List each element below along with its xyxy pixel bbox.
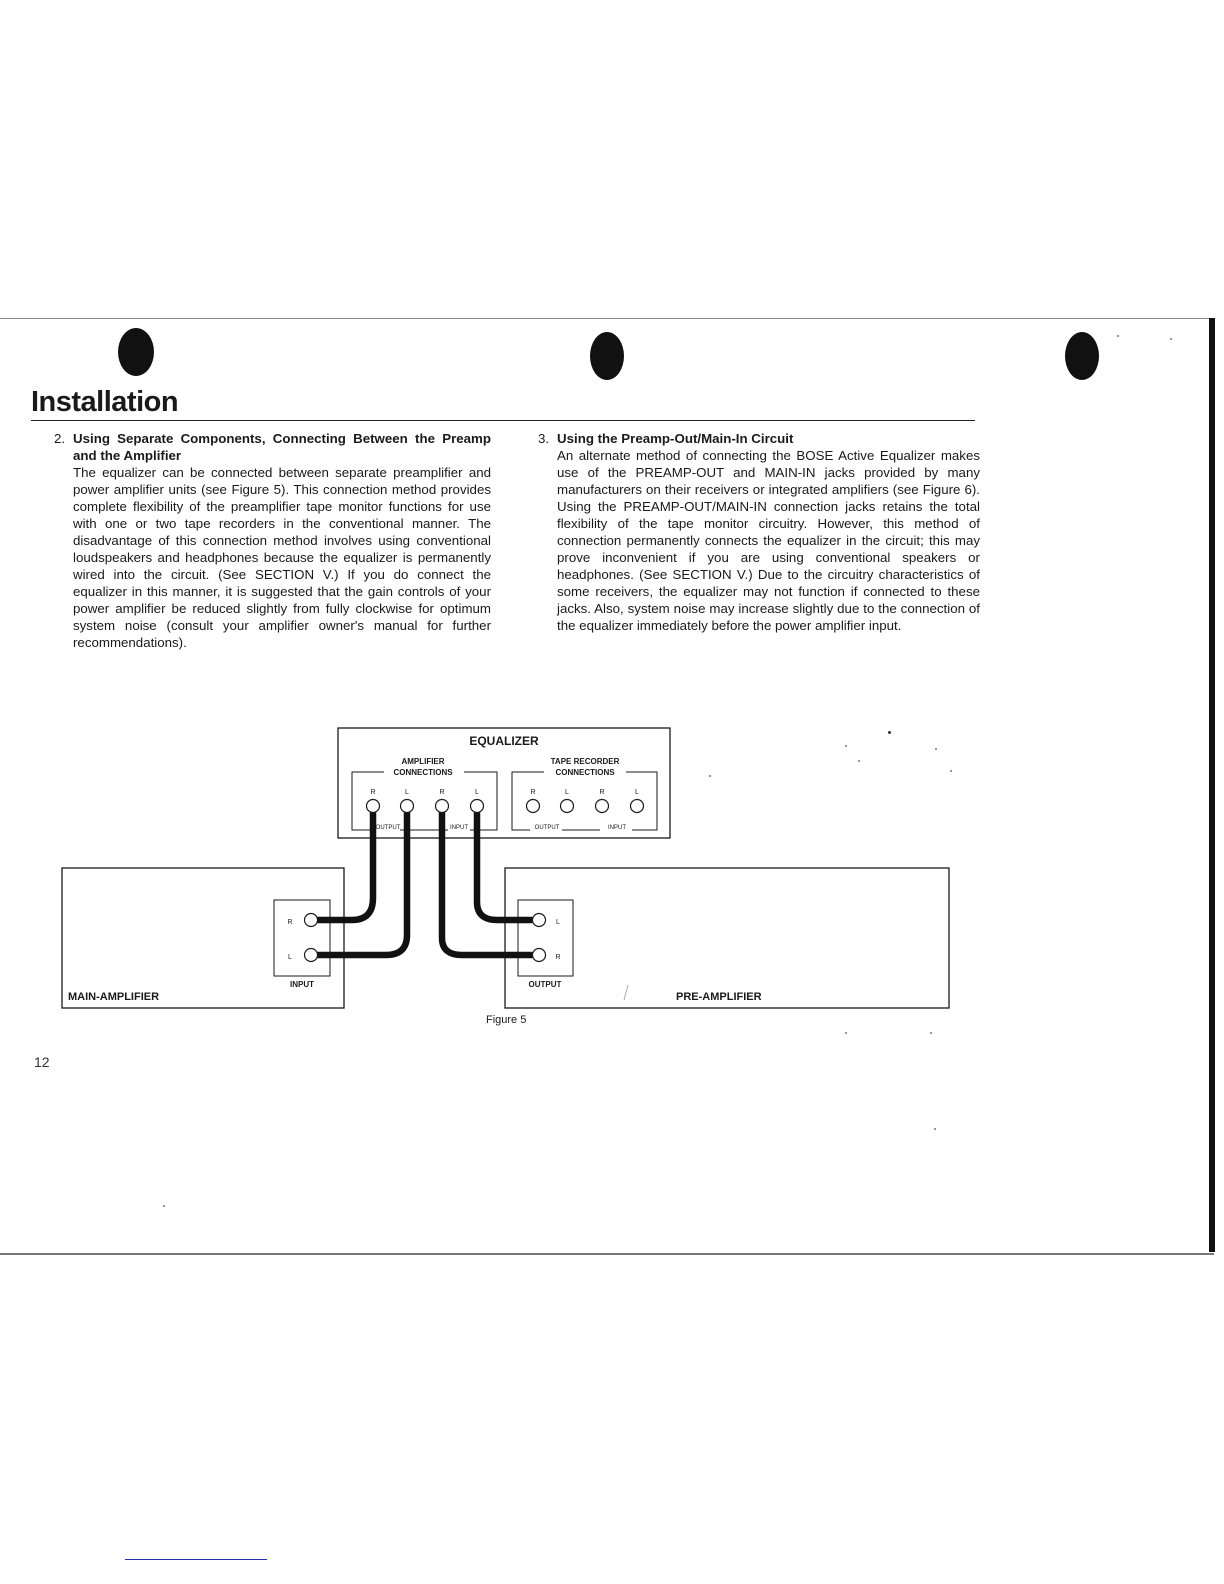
figure-caption: Figure 5: [486, 1014, 527, 1026]
eq-amp-jack-r2-label: R: [439, 789, 445, 796]
scan-speck: [930, 1032, 932, 1034]
section-2-body: The equalizer can be connected between separate preamplifier and power amplifier units (see Figure 5). This connection method provides complete flexibility of the preamplifier tape monitor functions for use with one or two tape recorders in the conventional manner. The disadvantage of this connection method involves using conventional loudspeakers and headphones because the equalizer is permanently wired into the circuit. (See SECTION V.) If you do connect the equalizer in this manner, it is suggested that the gain controls of your power amplifier be reduced slightly from fully clockwise for optimum system noise (consult your amplifier owner's manual for further recommendations).: [73, 465, 491, 650]
patch-cables: [316, 806, 532, 955]
scan-speck: [950, 770, 952, 772]
tape-group-label-2: CONNECTIONS: [555, 768, 615, 777]
main-amp-jack-l: [305, 949, 318, 962]
eq-amp-jack-r2: [436, 800, 449, 813]
amp-group-label-2: CONNECTIONS: [393, 768, 453, 777]
main-amp-jack-r: [305, 914, 318, 927]
scan-speck: [845, 1032, 847, 1034]
connection-diagram: [0, 690, 1224, 1020]
eq-tape-output-label: OUTPUT: [534, 825, 560, 831]
eq-amp-jack-l2: [471, 800, 484, 813]
scan-speck: [163, 1205, 165, 1207]
scan-speck: [709, 775, 711, 777]
eq-tape-jack-l2-label: L: [635, 789, 639, 796]
pre-amp-output-panel: [518, 900, 573, 976]
main-amp-jack-r-label: R: [287, 919, 293, 926]
eq-amp-input-label: INPUT: [450, 825, 468, 831]
equalizer-title: EQUALIZER: [469, 734, 539, 748]
eq-tape-jack-r1: [527, 800, 540, 813]
eq-amp-jack-l1-label: L: [405, 789, 409, 796]
main-amp-input-label: INPUT: [290, 980, 314, 989]
scan-speck: [845, 745, 847, 747]
pre-amplifier-box: [505, 868, 949, 1008]
binder-hole-right: [1065, 332, 1099, 380]
stray-mark: [624, 985, 628, 1000]
pre-amplifier-title: PRE-AMPLIFIER: [676, 991, 762, 1003]
eq-amp-jack-l1: [401, 800, 414, 813]
section-2: [54, 430, 491, 651]
section-3-body: An alternate method of connecting the BOSE Active Equalizer makes use of the PREAMP-OUT and MAIN-IN jacks provided by many manufacturers on their receivers or integrated amplifiers (see Figure 6). Using the PREAMP-OUT/MAIN-IN connection jacks retains the total flexibility of the tape monitor circuitry. However, this method of connection permanently connects the equalizer in the circuit; this may prove inconvenient if you are using conventional speakers or headphones. (See SECTION V.) Due to the circuitry characteristics of some receivers, the equalizer may not function if connected to these jacks. Also, system noise may increase slightly due to the connection of the equalizer immediately before the power amplifier input.: [557, 448, 980, 633]
pre-amp-jack-r-label: R: [555, 954, 561, 961]
scan-speck: [858, 760, 860, 762]
amp-group-label-1: AMPLIFIER: [401, 757, 445, 766]
eq-tape-jack-r2-label: R: [599, 789, 605, 796]
binder-hole-center: [590, 332, 624, 380]
main-amp-jack-l-label: L: [288, 954, 292, 961]
scan-speck: [888, 731, 891, 734]
binder-hole-left: [118, 328, 154, 376]
eq-tape-input-label: INPUT: [608, 825, 626, 831]
eq-amp-output-label: OUTPUT: [375, 825, 401, 831]
title-rule: [31, 420, 975, 421]
section-3: [538, 430, 980, 634]
eq-tape-jack-r2: [596, 800, 609, 813]
scan-speck: [1117, 335, 1119, 337]
eq-amp-jack-l2-label: L: [475, 789, 479, 796]
main-amplifier-title: MAIN-AMPLIFIER: [68, 991, 160, 1003]
main-amp-input-panel: [274, 900, 330, 976]
eq-tape-jack-l1-label: L: [565, 789, 569, 796]
scan-speck: [934, 1128, 936, 1130]
page-title: Installation: [31, 386, 179, 418]
footer-line: [125, 1559, 267, 1560]
pre-amp-jack-r: [533, 949, 546, 962]
pre-amp-jack-l-label: L: [556, 919, 560, 926]
pre-amp-jack-l: [533, 914, 546, 927]
eq-amp-jack-r1-label: R: [370, 789, 376, 796]
tape-group-label-1: TAPE RECORDER: [550, 757, 620, 766]
pre-amp-output-label: OUTPUT: [528, 980, 562, 989]
page-number: 12: [34, 1054, 50, 1070]
eq-tape-jack-l1: [561, 800, 574, 813]
scan-speck: [935, 748, 937, 750]
eq-tape-jack-r1-label: R: [530, 789, 536, 796]
eq-amp-jack-r1: [367, 800, 380, 813]
section-3-number: 3.: [538, 431, 550, 446]
section-2-number: 2.: [54, 431, 66, 446]
scan-speck: [1170, 338, 1172, 340]
section-2-heading: Using Separate Components, Connecting Between the Preamp and the Amplifier: [73, 431, 491, 463]
section-3-heading: Using the Preamp-Out/Main-In Circuit: [557, 431, 794, 446]
eq-tape-jack-l2: [631, 800, 644, 813]
